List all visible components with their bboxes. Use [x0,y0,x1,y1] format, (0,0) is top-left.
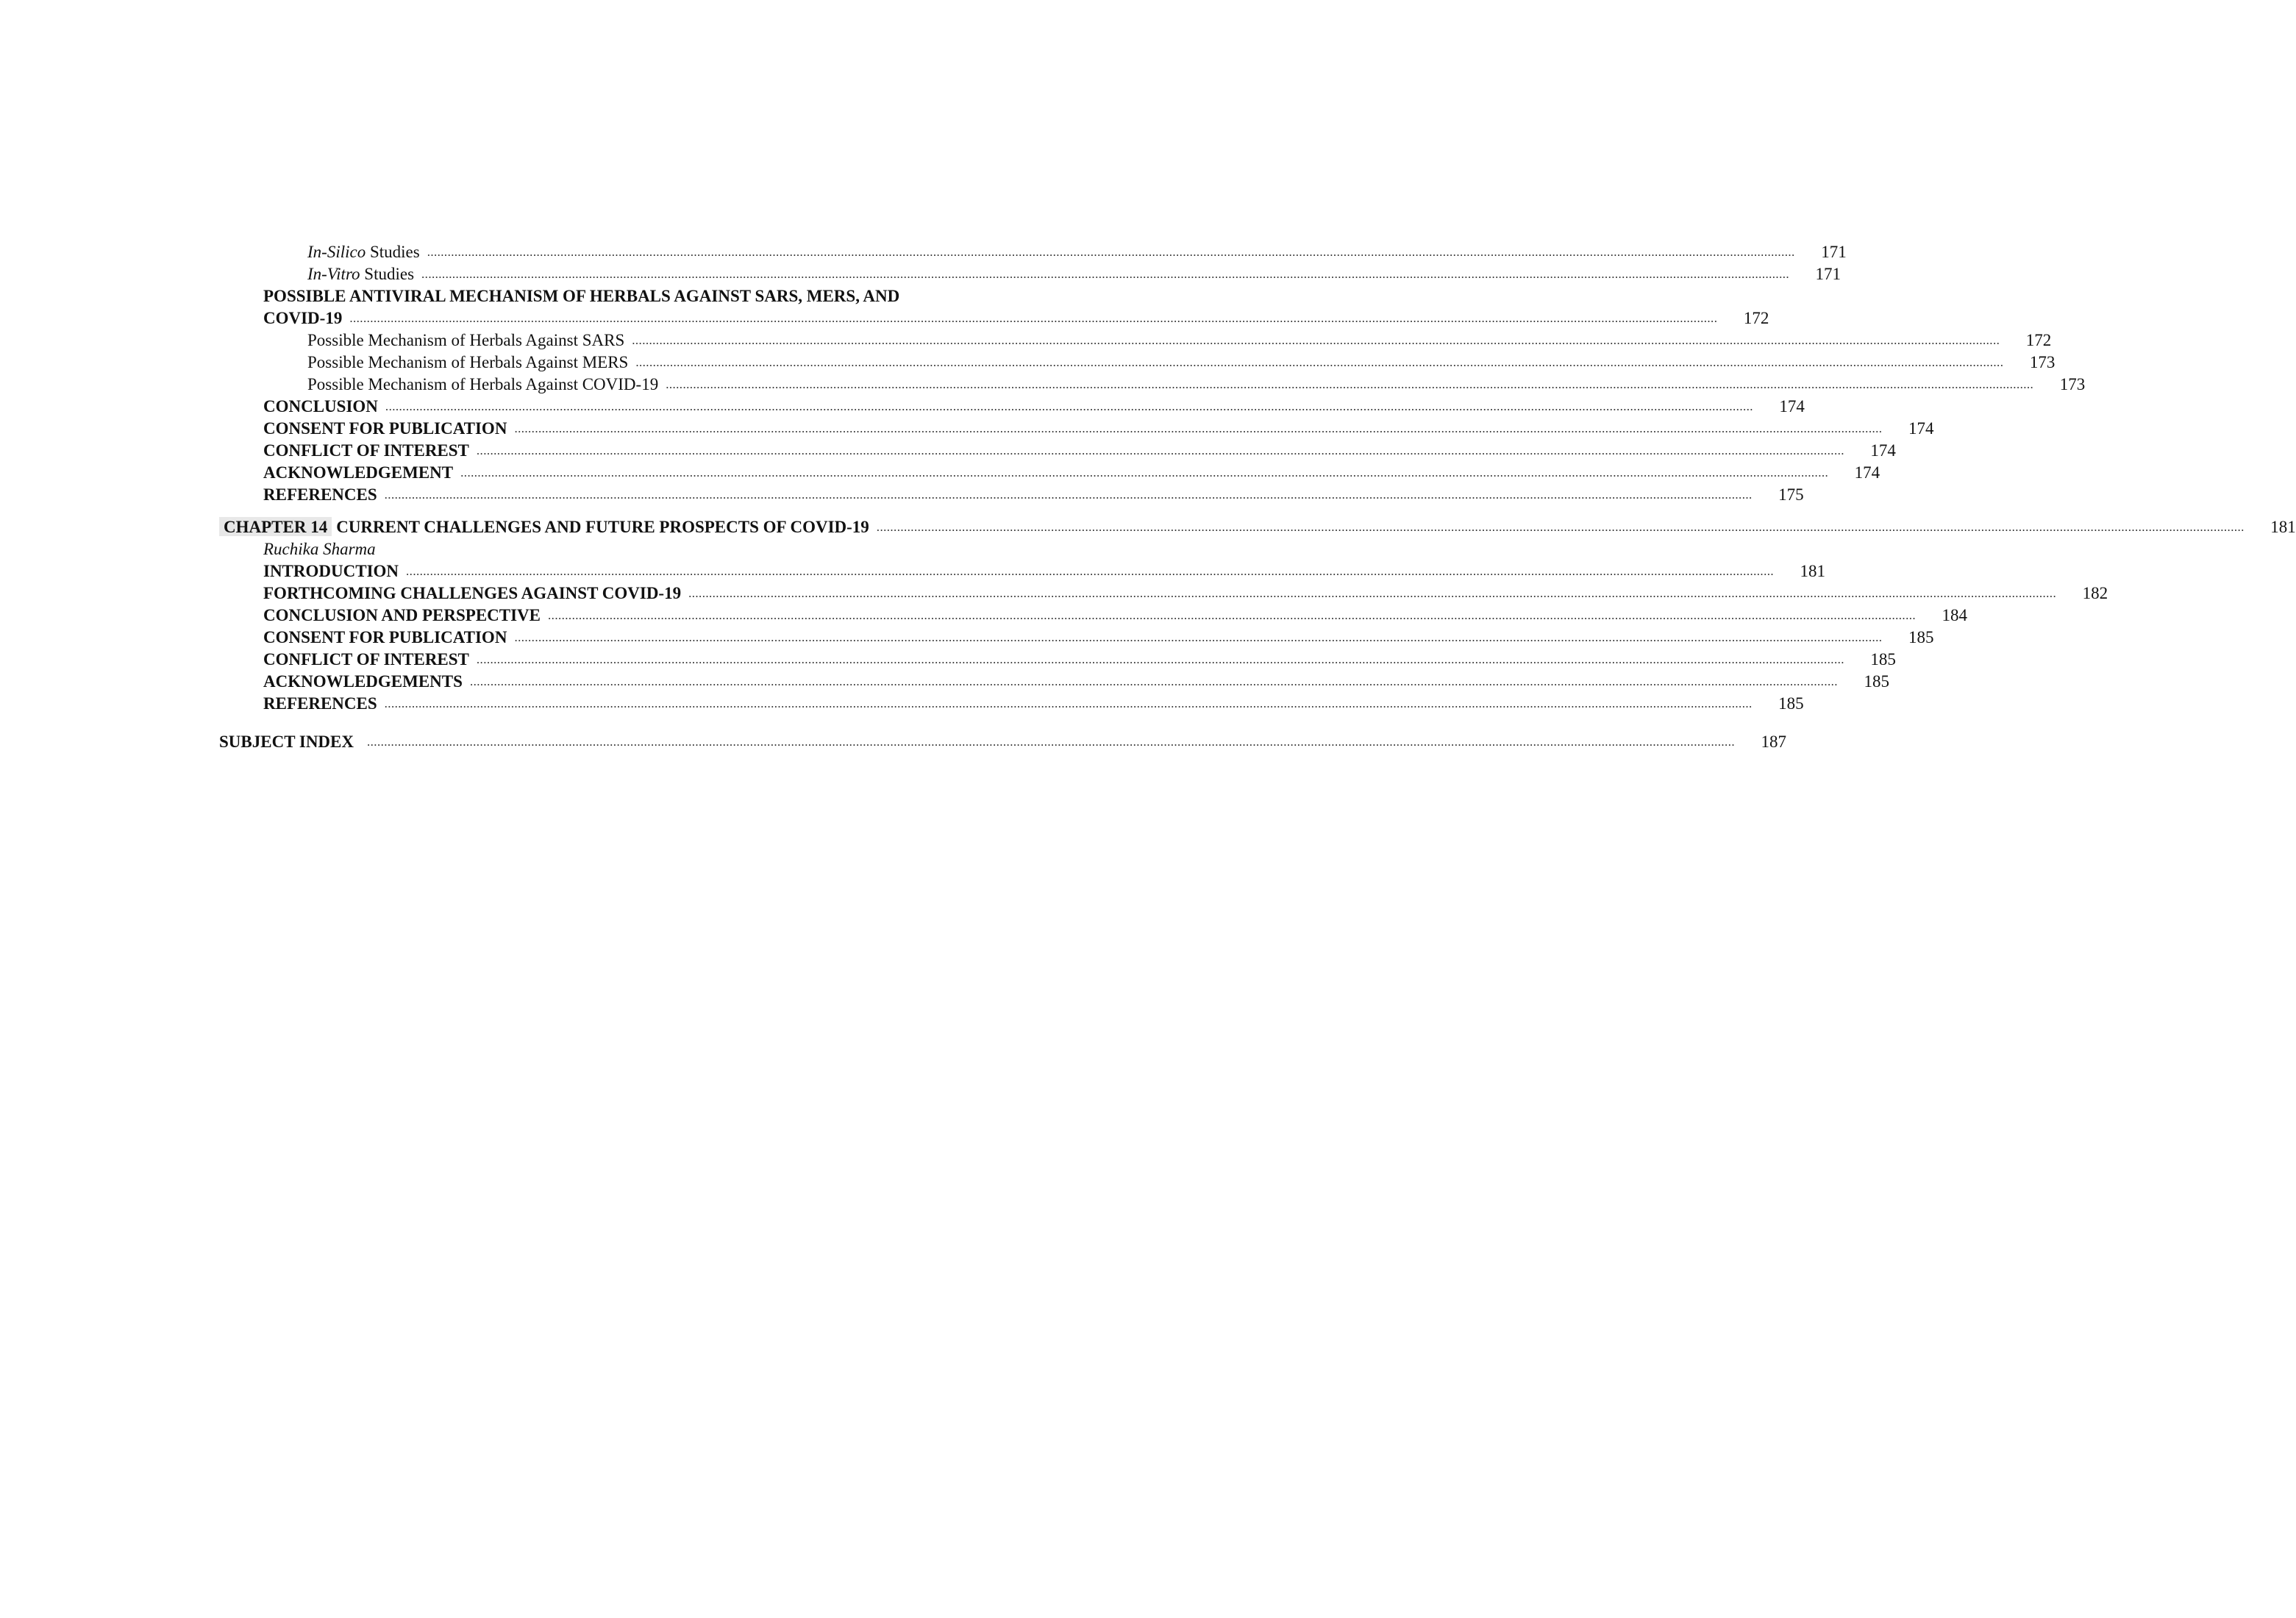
page-number: 174 [1779,397,1805,416]
toc-entry-insilico[interactable] [307,241,1847,263]
page-number: 174 [1908,419,1934,438]
toc-chapter-14[interactable] [219,516,2296,538]
page-number: 182 [2082,584,2108,602]
entry-title: ACKNOWLEDGEMENTS [263,672,463,691]
dot-leader: ................................................................................................................................................................................................................................................................................................................................................................................................................ [548,608,1917,622]
entry-title: FORTHCOMING CHALLENGES AGAINST COVID-19 [263,584,682,602]
entry-title: Possible Mechanism of Herbals Against COVID-19 [307,375,659,393]
page-number: 187 [1761,733,1786,751]
page-number: 173 [2059,375,2086,393]
page-number: 184 [1942,606,1968,624]
entry-title: REFERENCES [263,485,377,504]
entry-title: Studies [360,265,415,283]
chapter-author: Ruchika Sharma [263,540,376,558]
dot-leader: ................................................................................................................................................................................................................................................................................................................................................................................................................ [476,443,1844,457]
dot-leader: ................................................................................................................................................................................................................................................................................................................................................................................................................ [514,421,1883,435]
dot-leader: ................................................................................................................................................................................................................................................................................................................................................................................................................ [469,674,1838,688]
page-number: 171 [1815,265,1842,283]
toc-entry-mechanism-sars[interactable] [307,329,2052,352]
dot-leader: ................................................................................................................................................................................................................................................................................................................................................................................................................ [384,488,1753,502]
entry-title: INTRODUCTION [263,562,399,580]
toc-entry-ch14-introduction[interactable] [263,560,1826,582]
toc-entry-ch14-acknowledgements[interactable] [263,671,1889,693]
dot-leader: ................................................................................................................................................................................................................................................................................................................................................................................................................ [476,652,1844,666]
dot-leader: ................................................................................................................................................................................................................................................................................................................................................................................................................ [421,267,1790,281]
toc-entry-subject-index[interactable] [219,731,1786,753]
entry-title: CONFLICT OF INTEREST [263,650,469,669]
page-number: 171 [1821,243,1847,261]
entry-title: Possible Mechanism of Herbals Against SARS [307,331,625,349]
page-number: 185 [1870,650,1896,669]
page-number: 174 [1854,463,1880,482]
entry-title: CONFLICT OF INTEREST [263,441,469,460]
dot-leader: ................................................................................................................................................................................................................................................................................................................................................................................................................ [385,399,1753,413]
page-number: 172 [2025,331,2052,349]
dot-leader: ................................................................................................................................................................................................................................................................................................................................................................................................................ [688,586,2057,600]
toc-entry-ch14-conclusion[interactable] [263,605,1968,627]
page-number: 172 [1743,309,1769,327]
entry-title: ACKNOWLEDGEMENT [263,463,454,482]
page-number: 185 [1864,672,1889,691]
entry-title: REFERENCES [263,694,377,713]
entry-emphasis: In-Silico [307,243,366,261]
dot-leader: ................................................................................................................................................................................................................................................................................................................................................................................................................ [514,630,1883,644]
toc-entry-invitro[interactable] [307,263,1842,285]
toc-entry-consent[interactable] [263,418,1934,440]
dot-leader: ................................................................................................................................................................................................................................................................................................................................................................................................................ [632,333,2000,347]
entry-emphasis: In-Vitro [307,265,360,283]
chapter-label: CHAPTER 14 [219,517,332,536]
toc-entry-possible-mechanism-line1[interactable]: POSSIBLE ANTIVIRAL MECHANISM OF HERBALS AGAINST SARS, MERS, AND [263,287,900,305]
toc-entry-ch14-challenges[interactable] [263,582,2108,605]
page-number: 174 [1870,441,1896,460]
entry-title: COVID-19 [263,309,343,327]
chapter-title: CURRENT CHALLENGES AND FUTURE PROSPECTS OF COVID-19 [336,518,869,536]
dot-leader: ................................................................................................................................................................................................................................................................................................................................................................................................................ [367,735,1735,749]
toc-entry-possible-mechanism-line2[interactable] [263,307,1769,329]
toc-entry-mechanism-covid[interactable] [307,374,2086,396]
toc-entry-conflict[interactable] [263,440,1896,462]
page-number: 173 [2029,353,2056,371]
dot-leader: ................................................................................................................................................................................................................................................................................................................................................................................................................ [876,520,2245,534]
entry-title: SUBJECT INDEX [219,733,354,751]
dot-leader: ................................................................................................................................................................................................................................................................................................................................................................................................................ [427,245,1795,259]
entry-title: CONCLUSION AND PERSPECTIVE [263,606,541,624]
dot-leader: ................................................................................................................................................................................................................................................................................................................................................................................................................ [460,466,1829,480]
page-number: 185 [1908,628,1934,646]
toc-entry-ch14-conflict[interactable] [263,649,1896,671]
toc-entry-ch14-references[interactable] [263,693,1804,715]
dot-leader: ................................................................................................................................................................................................................................................................................................................................................................................................................ [666,377,2034,391]
toc-entry-acknowledgement[interactable] [263,462,1880,484]
dot-leader: ................................................................................................................................................................................................................................................................................................................................................................................................................ [384,696,1753,710]
page-number: 175 [1778,485,1804,504]
page-number: 181 [1800,562,1826,580]
entry-title: Possible Mechanism of Herbals Against MERS [307,353,629,371]
entry-title: Studies [366,243,420,261]
toc-entry-ch14-consent[interactable] [263,627,1934,649]
toc-entry-mechanism-mers[interactable] [307,352,2056,374]
entry-title: CONCLUSION [263,397,378,416]
toc-entry-conclusion[interactable] [263,396,1805,418]
dot-leader: ................................................................................................................................................................................................................................................................................................................................................................................................................ [349,311,1718,325]
dot-leader: ................................................................................................................................................................................................................................................................................................................................................................................................................ [406,564,1775,578]
toc-entry-references[interactable] [263,484,1804,506]
entry-title: CONSENT FOR PUBLICATION [263,419,507,438]
entry-title: CONSENT FOR PUBLICATION [263,628,507,646]
page-number: 185 [1778,694,1804,713]
dot-leader: ................................................................................................................................................................................................................................................................................................................................................................................................................ [635,355,2004,369]
page-number: 181 [2270,518,2296,536]
